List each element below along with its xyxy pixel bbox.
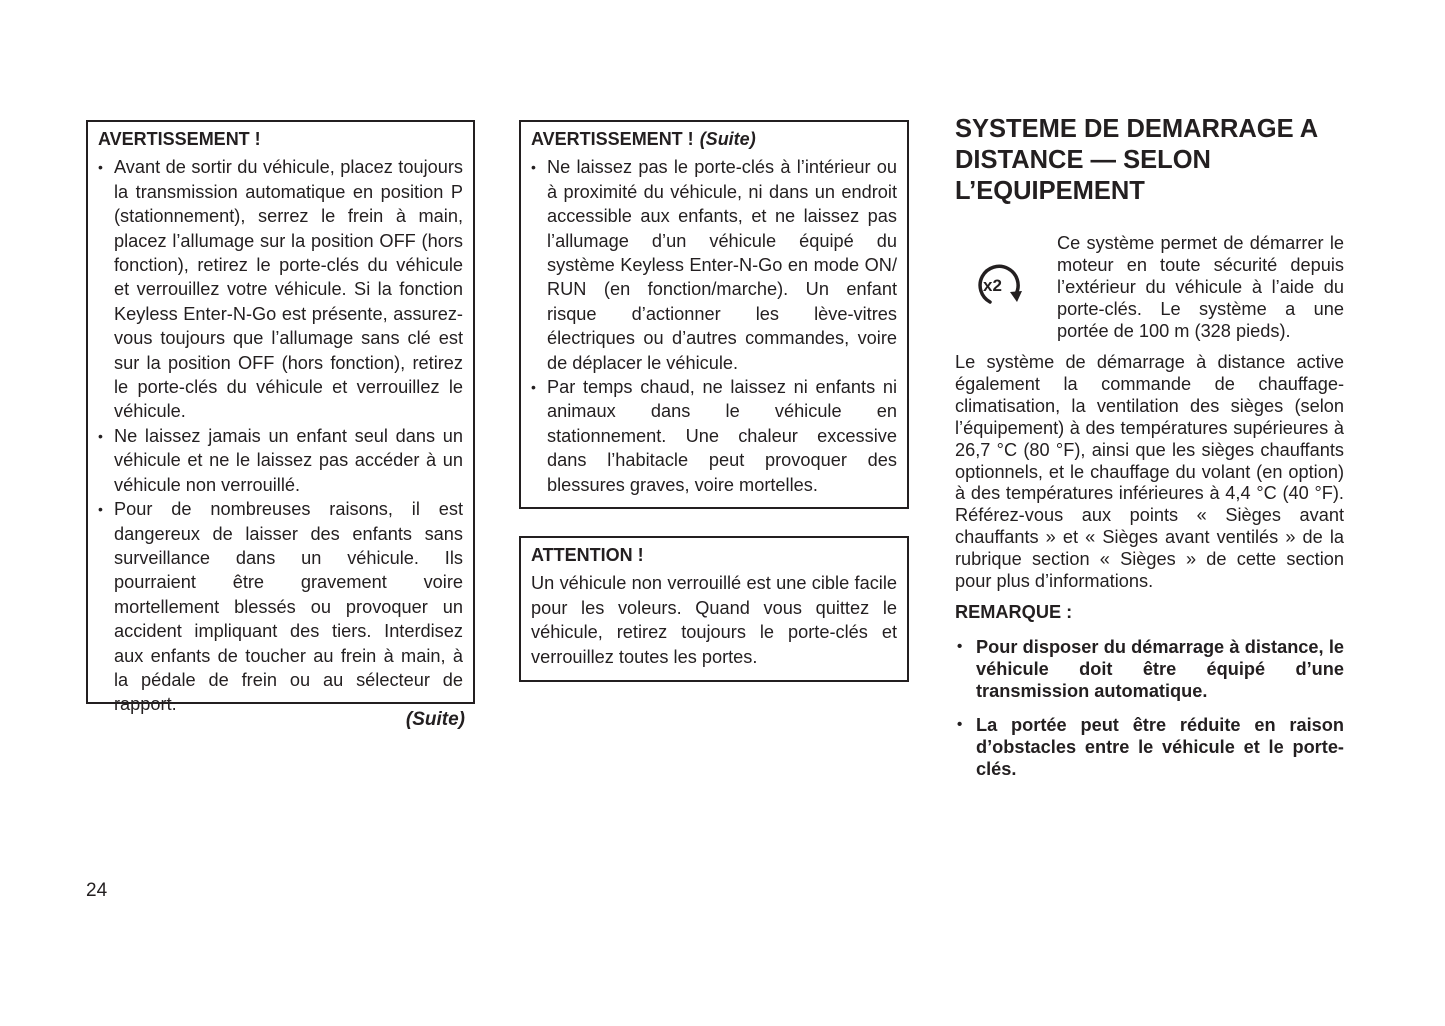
- note-list: [955, 636, 1344, 792]
- warning-title-suffix: (Suite): [699, 129, 756, 149]
- attention-title: ATTENTION !: [531, 545, 644, 565]
- warning-title: AVERTISSEMENT !: [98, 129, 261, 149]
- section-heading: [955, 114, 1355, 207]
- warning-box-1: [86, 120, 475, 715]
- attention-box: [519, 536, 909, 682]
- warning-item: • Par temps chaud, ne laissez ni enfants ni animaux dans le véhicule en stationnement. Une chaleur excessive dans l’habitacle peut provoquer des blessures graves, voire mortelles.: [531, 375, 897, 497]
- note-label: REMARQUE :: [955, 602, 1073, 622]
- note-item: • Pour disposer du démarrage à distance, le véhicule doit être équipé d’une transmission automatique.: [955, 636, 1344, 702]
- continued-label: (Suite): [405, 709, 465, 730]
- warning-item: • Pour de nombreuses raisons, il est dangereux de laisser des enfants sans surveillance dans un véhicule. Ils pourraient être gravement voire mortellement blessés ou provoquer un accident impliquant des tiers. Interdisez aux enfants de toucher au frein à main, à la pédale de frein ou au sélecteur de rapport.: [98, 497, 463, 717]
- warning-item: • Ne laissez pas le porte-clés à l’intérieur ou à proximité du véhicule, ni dans un endroit accessible aux enfants, et ne laissez pas l’allumage d’un véhicule équipé du système Keyless Enter-N-Go en mode ON/ RUN (en fonction/marche). Un enfant risque d’actionner les lève-vitres électriques ou d’autres commandes, voire de déplacer le véhicule.: [531, 155, 897, 375]
- warning-list: [531, 155, 897, 497]
- icon-label: x2: [983, 276, 1002, 295]
- remote-start-icon: [970, 258, 1030, 310]
- warning-item: • Avant de sortir du véhicule, placez toujours la transmission automatique en position P (stationnement), serrez le frein à main, placez l’allumage sur la position OFF (hors fonction), retirez le porte-clés du véhicule et verrouillez votre véhicule. Si la fonction Keyless Enter-N-Go est présente, assurez-vous toujours que l’allumage sans clé est sur la position OFF (hors fonction), retirez le porte-clés du véhicule et verrouillez le véhicule.: [98, 155, 463, 423]
- attention-text: Un véhicule non verrouillé est une cible facile pour les voleurs. Quand vous quittez le véhicule, retirez toujours le porte-clés et verrouillez toutes les portes.: [531, 573, 897, 667]
- page-number: 24: [86, 880, 108, 901]
- heading-line: DISTANCE — SELON: [955, 146, 1211, 174]
- warning-title-text: AVERTISSEMENT !: [531, 129, 694, 149]
- heading-line: SYSTEME DE DEMARRAGE A: [955, 115, 1319, 143]
- warning-box-2: [519, 120, 909, 509]
- heading-line: L’EQUIPEMENT: [955, 177, 1145, 205]
- warning-list: [98, 155, 463, 716]
- note-item: • La portée peut être réduite en raison d’obstacles entre le véhicule et le porte-clés.: [955, 714, 1344, 780]
- warning-item: • Ne laissez jamais un enfant seul dans un véhicule et ne le laissez pas accéder à un véhicule non verrouillé.: [98, 424, 463, 497]
- warning-title: [531, 127, 897, 151]
- intro-paragraph: Ce système permet de démarrer le moteur en toute sécurité depuis l’extérieur du véhicule à l’aide du porte-clés. Le système a une portée de 100 m (328 pieds).: [1057, 233, 1344, 341]
- body-paragraph: Le système de démarrage à distance active également la commande de chauffage-climatisation, la ventilation des sièges (selon l’équipement) à des températures supérieures à 26,7 °C (80 °F), ainsi que les sièges chauffants optionnels, et le chauffage du volant (en option) à des températures inférieures à 4,4 °C (40 °F). Référez-vous aux points « Sièges avant chauffants » et « Sièges avant ventilés » de la rubrique section « Sièges » de cette section pour plus d’informations.: [955, 352, 1344, 592]
